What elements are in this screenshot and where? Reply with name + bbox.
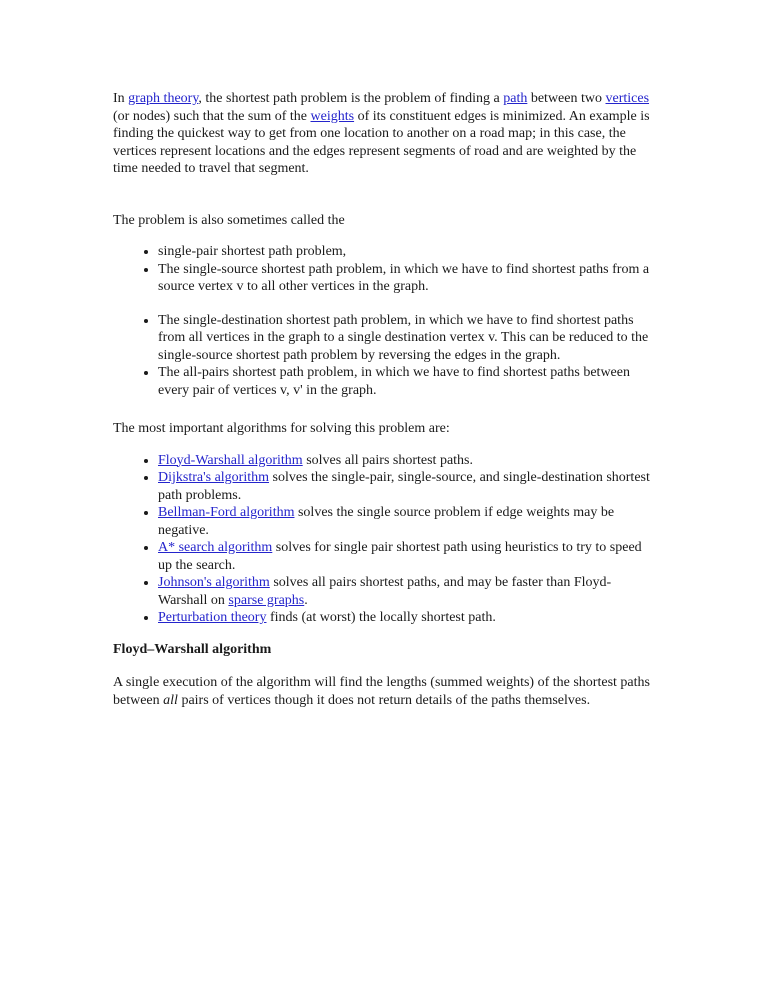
intro-text: between two — [527, 91, 606, 106]
final-emphasis: all — [163, 692, 178, 708]
link-graph-theory[interactable]: graph theory — [128, 91, 199, 106]
intro-text: , the shortest path problem is the problem of finding a — [198, 91, 504, 106]
final-text: A single execution of the algorithm will find the lengths (summed weights) of the shortest paths between — [113, 675, 650, 708]
link-a-star-search[interactable]: A* search algorithm — [158, 540, 273, 555]
link-sparse-graphs[interactable]: sparse graphs — [228, 592, 305, 608]
link-path[interactable]: path — [503, 91, 528, 106]
list-item — [158, 504, 653, 539]
final-text: pairs of vertices though it does not return details of the paths themselves. — [177, 692, 591, 708]
algorithm-description: . — [304, 592, 308, 608]
intro-paragraph — [113, 90, 653, 178]
algorithm-description: solves for single pair shortest path using heuristics to try to speed up the search. — [158, 540, 642, 573]
link-weights[interactable]: weights — [310, 108, 355, 124]
link-vertices[interactable]: vertices — [605, 91, 650, 106]
intro-text: (or nodes) such that the sum of the — [113, 108, 311, 124]
intro-text: In — [113, 91, 129, 106]
link-johnson[interactable]: Johnson's algorithm — [158, 575, 270, 590]
algorithm-description: solves all pairs shortest paths, and may be faster than Floyd-Warshall on — [158, 575, 612, 608]
algorithms-intro-paragraph: The most important algorithms for solving this problem are: — [113, 421, 450, 436]
list-item: • single-pair shortest path problem, — [158, 243, 653, 261]
link-floyd-warshall[interactable]: Floyd-Warshall algorithm — [158, 452, 303, 468]
list-item — [158, 539, 653, 574]
list-item — [158, 609, 653, 627]
section-heading: Floyd–Warshall algorithm — [113, 641, 272, 657]
intro-text: of its constituent edges is minimized. An example is finding the quickest way to get from one location to another on a road map; in this case, the vertices represent locations and the edges represent segments of road and are weighted by the time needed to travel that segment. — [113, 108, 650, 176]
list-item: • The single-destination shortest path problem, in which we have to find shortest paths from all vertices in the graph to a single destination vertex v. This can be reduced to the single-source shortest path problem by reversing the edges in the graph. — [158, 312, 653, 365]
also-called-paragraph: The problem is also sometimes called the — [113, 212, 345, 228]
link-dijkstra[interactable]: Dijkstra's algorithm — [158, 470, 270, 485]
list-item — [158, 469, 653, 504]
list-item: • The all-pairs shortest path problem, in which we have to find shortest paths between every pair of vertices v, v' in the graph. — [158, 364, 653, 399]
algorithm-description: solves the single source problem if edge weights may be negative. — [158, 505, 615, 538]
final-paragraph — [113, 674, 653, 709]
variants-list — [113, 243, 653, 399]
algorithm-description: finds (at worst) the locally shortest path. — [266, 610, 496, 625]
list-item — [158, 574, 653, 609]
algorithm-description: solves all pairs shortest paths. — [302, 452, 473, 468]
document-page — [113, 90, 653, 709]
link-bellman-ford[interactable]: Bellman-Ford algorithm — [158, 505, 295, 520]
list-item — [158, 452, 653, 470]
list-item: • The single-source shortest path problem, in which we have to find shortest paths from a source vertex v to all other vertices in the graph. — [158, 261, 653, 296]
algorithms-list — [113, 452, 653, 627]
link-perturbation-theory[interactable]: Perturbation theory — [158, 610, 267, 625]
algorithm-description: solves the single-pair, single-source, and single-destination shortest path problems. — [158, 470, 650, 503]
